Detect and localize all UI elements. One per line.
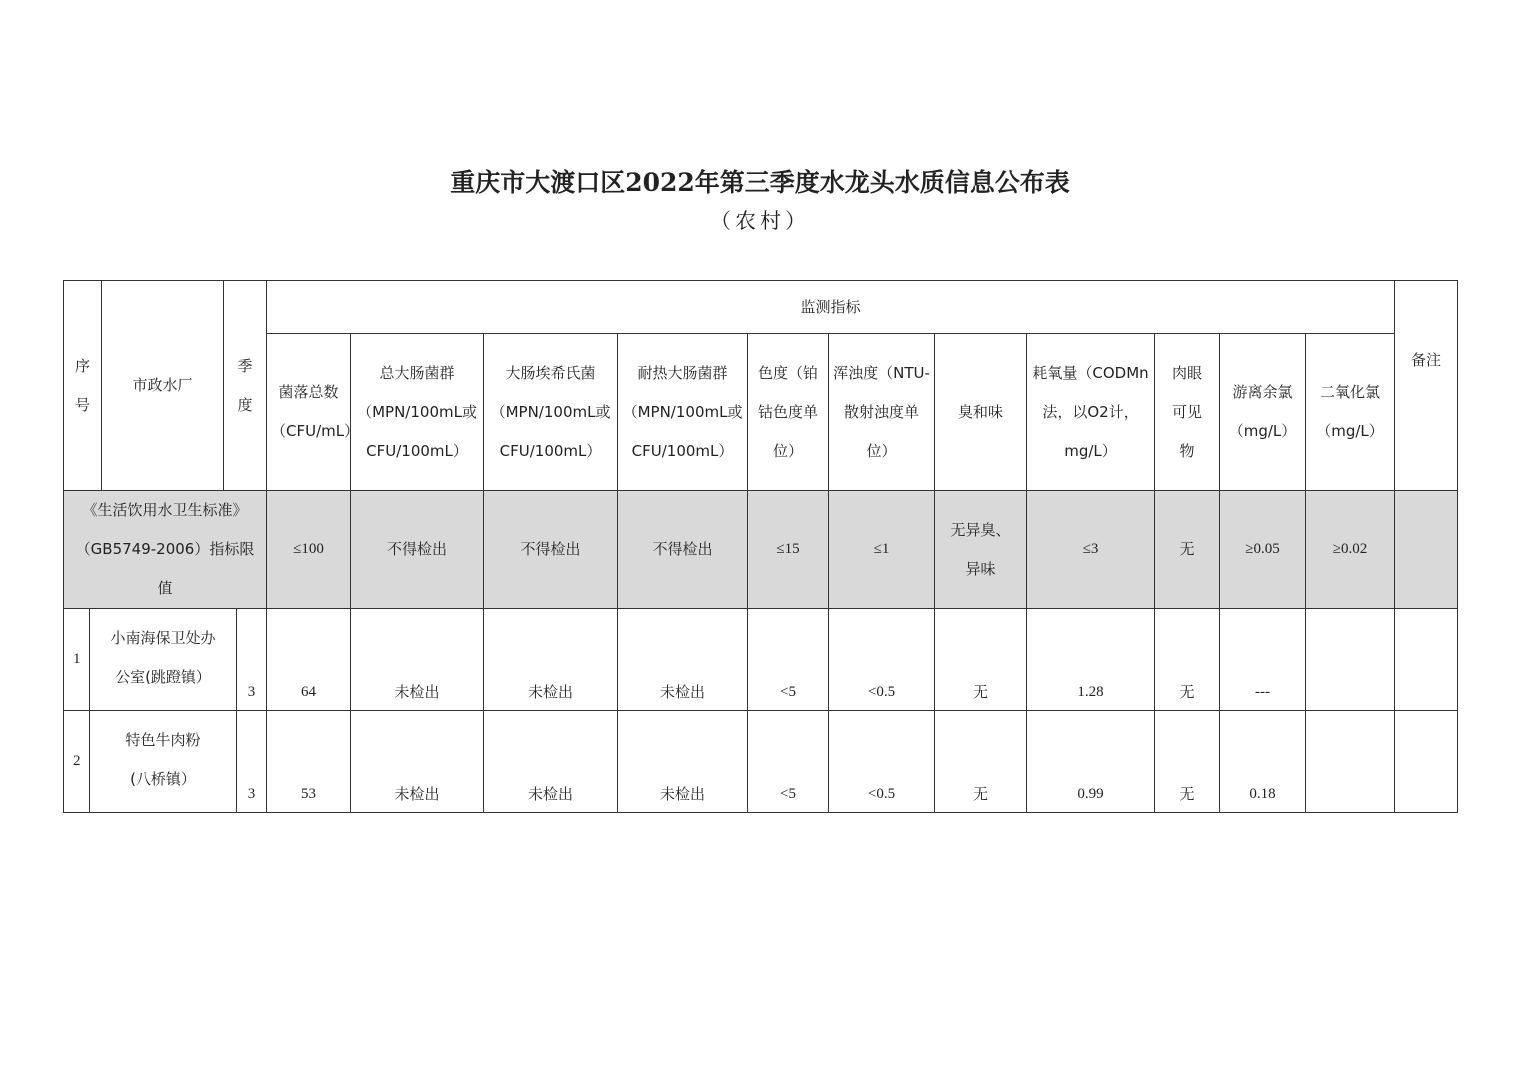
row-plant: 小南海保卫处办公室(跳蹬镇）: [90, 609, 237, 711]
row-value: <5: [748, 711, 829, 813]
row-plant: 特色牛肉粉(八桥镇）: [90, 711, 237, 813]
standard-value: 不得检出: [618, 491, 748, 609]
header-indicator-8: 耗氧量（CODMn法，以O2计，mg/L）: [1027, 334, 1155, 491]
header-indicator-10: 游离余氯（mg/L）: [1220, 334, 1306, 491]
table-row: [64, 711, 1458, 813]
page-subtitle: （农村）: [710, 209, 810, 233]
standard-value: [1395, 491, 1458, 609]
standard-value: ≤100: [267, 491, 351, 609]
row-value: 无: [1155, 609, 1220, 711]
row-value: <0.5: [829, 609, 935, 711]
row-value: <0.5: [829, 711, 935, 813]
header-remark: 备注: [1395, 281, 1458, 491]
row-value: 无: [1155, 711, 1220, 813]
row-value: 无: [935, 609, 1027, 711]
standard-value: ≥0.02: [1306, 491, 1395, 609]
header-plant: 市政水厂: [102, 281, 224, 491]
header-indicator-9: 肉眼可见物: [1155, 334, 1220, 491]
row-value: 未检出: [351, 609, 484, 711]
row-value: 64: [267, 609, 351, 711]
header-indicator-2: 总大肠菌群（MPN/100mL或CFU/100mL）: [351, 334, 484, 491]
header-indicator-1: 菌落总数（CFU/mL）: [267, 334, 351, 491]
page-title: 重庆市大渡口区2022年第三季度水龙头水质信息公布表: [450, 168, 1070, 197]
row-quarter: 3: [237, 609, 267, 711]
row-remark: [1395, 609, 1458, 711]
standard-value: 不得检出: [351, 491, 484, 609]
standard-value: ≤1: [829, 491, 935, 609]
row-value: [1306, 711, 1395, 813]
row-seq: 1: [64, 609, 90, 711]
row-value: 未检出: [484, 609, 618, 711]
standard-value: ≤3: [1027, 491, 1155, 609]
row-value: 53: [267, 711, 351, 813]
standard-value: 无: [1155, 491, 1220, 609]
row-quarter: 3: [237, 711, 267, 813]
table-row: [64, 609, 1458, 711]
row-value: 未检出: [618, 609, 748, 711]
row-value: 未检出: [484, 711, 618, 813]
header-indicator-3: 大肠埃希氏菌（MPN/100mL或CFU/100mL）: [484, 334, 618, 491]
row-value: <5: [748, 609, 829, 711]
header-indicator-5: 色度（铂钴色度单位）: [748, 334, 829, 491]
row-value: 1.28: [1027, 609, 1155, 711]
row-value: 未检出: [618, 711, 748, 813]
standard-value: ≥0.05: [1220, 491, 1306, 609]
row-value: ---: [1220, 609, 1306, 711]
header-indicator-11: 二氧化氯（mg/L）: [1306, 334, 1395, 491]
header-indicator-6: 浑浊度（NTU-散射浊度单位）: [829, 334, 935, 491]
header-indicator-4: 耐热大肠菌群（MPN/100mL或CFU/100mL）: [618, 334, 748, 491]
row-remark: [1395, 711, 1458, 813]
standard-label: 《生活饮用水卫生标准》（GB5749-2006）指标限值: [64, 491, 267, 609]
header-monitoring-group: 监测指标: [267, 281, 1395, 334]
row-seq: 2: [64, 711, 90, 813]
standard-value: ≤15: [748, 491, 829, 609]
header-seq: 序号: [64, 281, 102, 491]
row-value: 0.99: [1027, 711, 1155, 813]
standard-value: 不得检出: [484, 491, 618, 609]
row-value: 无: [935, 711, 1027, 813]
header-indicator-7: 臭和味: [935, 334, 1027, 491]
row-value: [1306, 609, 1395, 711]
standard-value: 无异臭、异味: [935, 491, 1027, 609]
water-quality-table: [63, 280, 1458, 813]
row-value: 未检出: [351, 711, 484, 813]
header-quarter: 季度: [224, 281, 267, 491]
row-value: 0.18: [1220, 711, 1306, 813]
